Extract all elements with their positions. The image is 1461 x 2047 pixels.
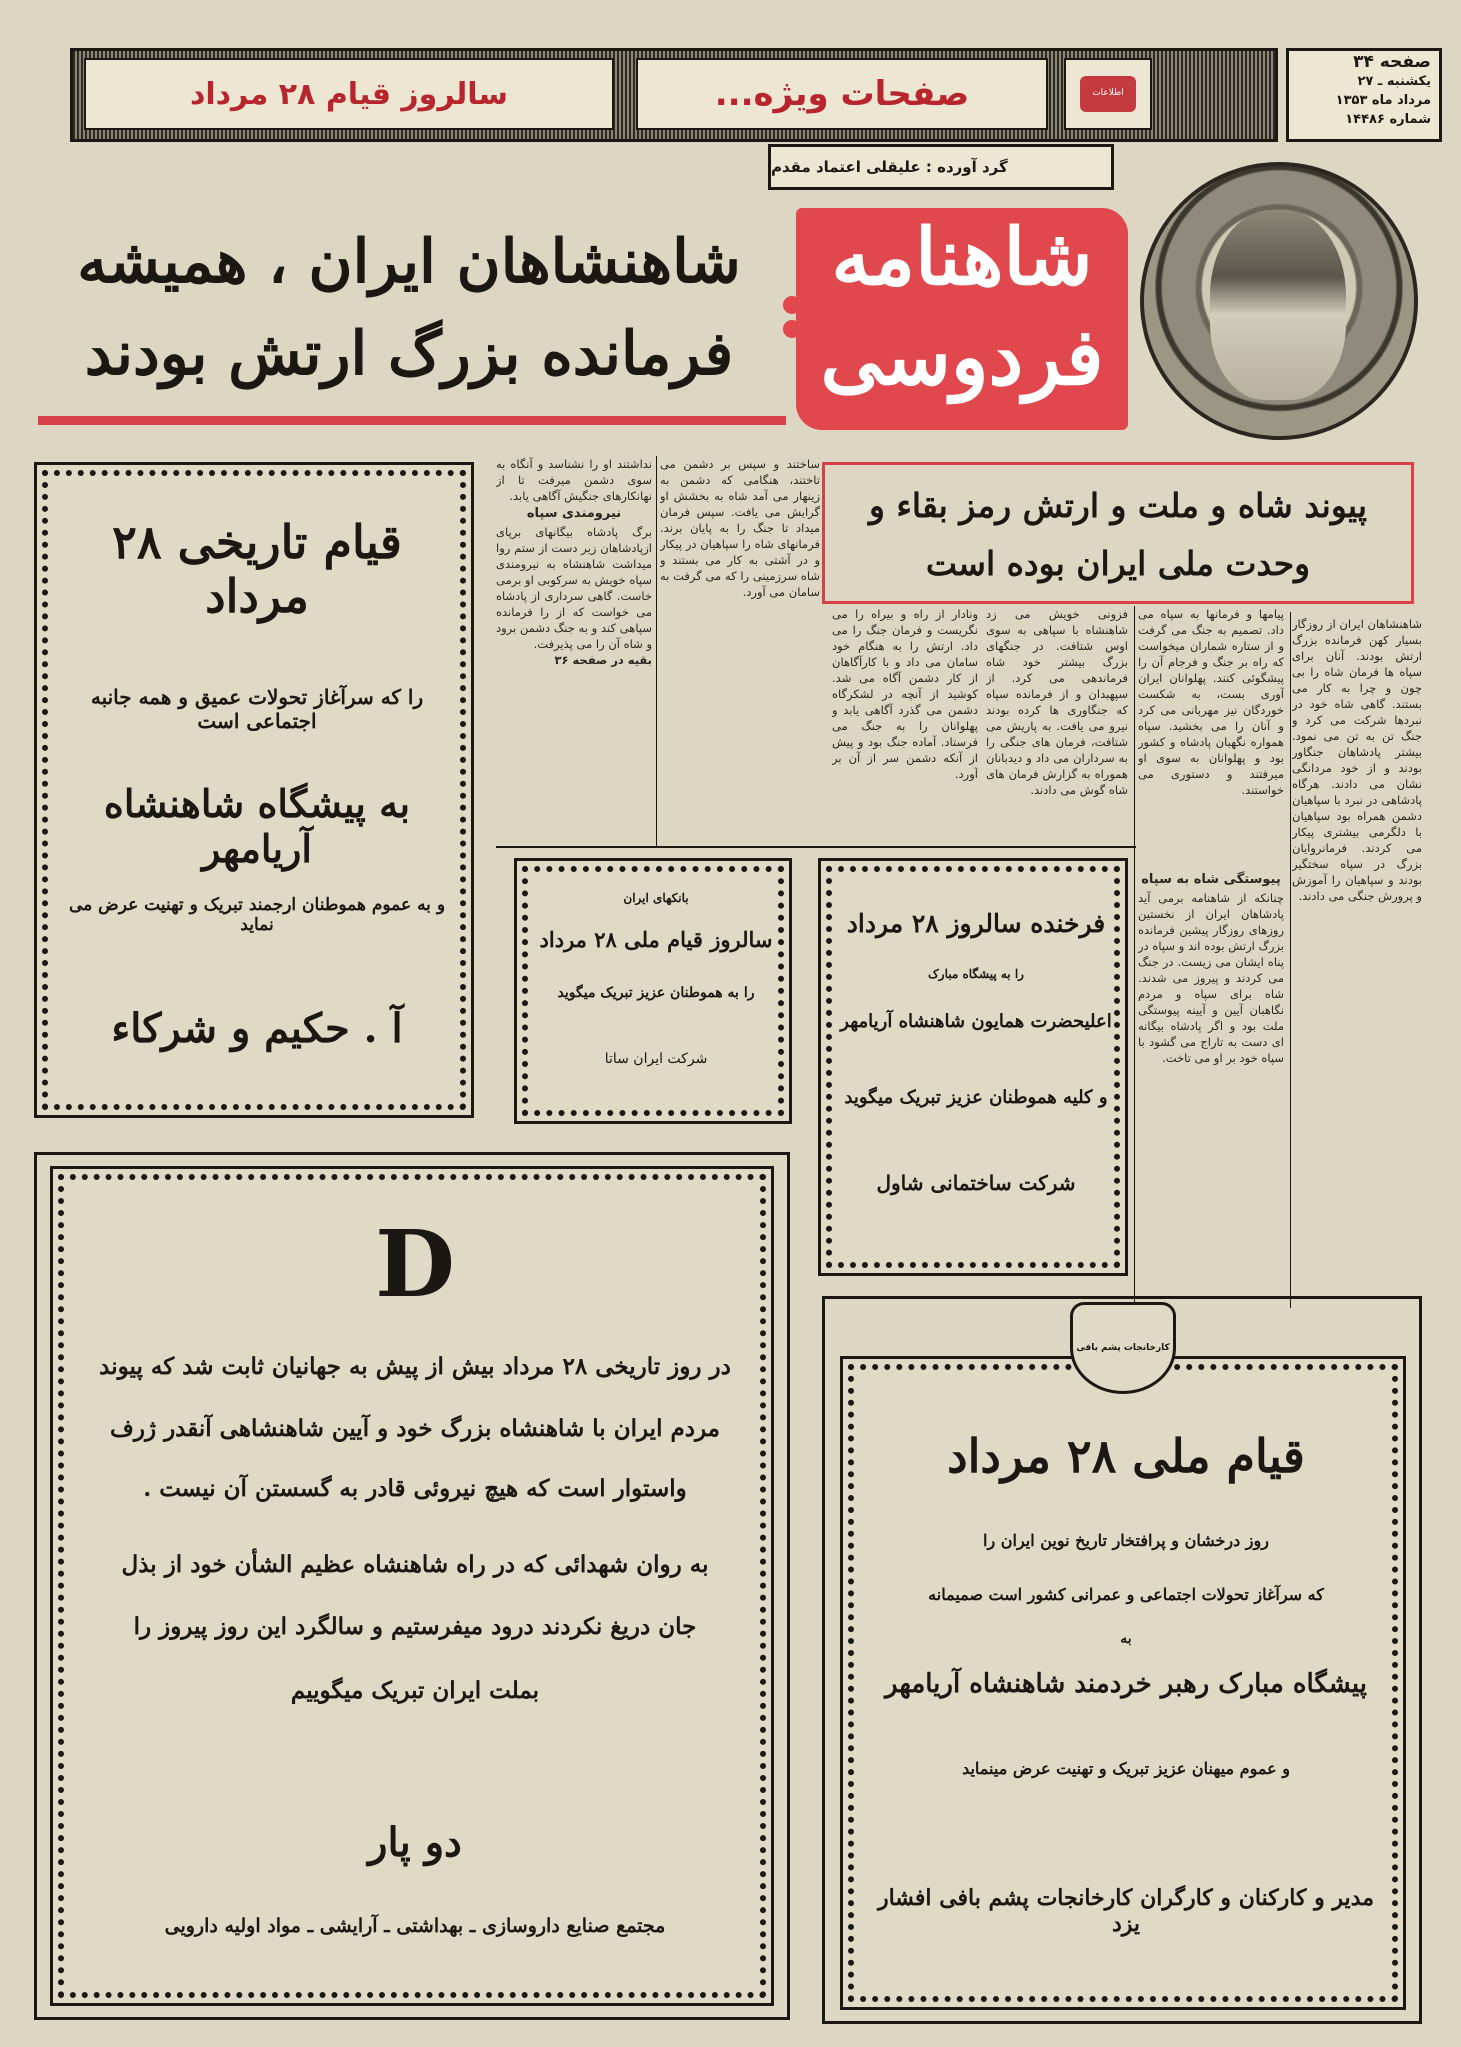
subheadline-line-1: پیوند شاه و ملت و ارتش رمز بقاء و xyxy=(868,486,1368,525)
ad-afshar-title: قیام ملی ۲۸ مرداد xyxy=(947,1429,1305,1483)
ad-dopar-line3: واستوار است که هیچ نیروئی قادر به گسستن آن نیست . xyxy=(143,1475,687,1502)
ad-shaul-line2: اعلیحضرت همایون شاهنشاه آریامهر xyxy=(840,1011,1112,1032)
ad-dopar-footer: مجتمع صنایع داروسازی ـ بهداشتی ـ آرایشی ـ مواد اولیه دارویی xyxy=(164,1915,666,1937)
column-divider xyxy=(656,456,657,846)
article-col2-text: پیامها و فرمانها به سپاه می داد. تصمیم به جنگ می گرفت و از ستاره شماران میخواست که راه بر جنگ و فرجام آن را پیشگوئی کنند. پهلوانان ایران آوری بست، به شکست خوردگان نیز مهربانی می کرد و آنان را می بخشید. سپاه همواره نگهبان پادشاه و کشور بود و پهلوانان به سوی او میرفتند و دستوری می خواستند. xyxy=(1138,607,1284,797)
continued-note: بقیه در صفحه ۳۶ xyxy=(554,653,652,667)
article-column-5 xyxy=(660,456,820,844)
issue-info xyxy=(1286,48,1442,142)
ferdowsi-face-icon xyxy=(1210,210,1346,400)
article-col6-body: برگ پادشاه بیگانهای برپای ازپادشاهان زیر دست از ستم روا میداشت شاهنشاه به نیرومندی سپاه خویش به سرکوبی او برمی خاست. گاهی سرداری از پادشاه می خواست که از را فرمانده سپاهی کند و به جنگ دشمن برود و شاه آن را می پذیرفت. xyxy=(496,525,652,651)
newspaper-logo xyxy=(1064,58,1152,130)
article-column-4 xyxy=(832,606,978,846)
shahnameh-title-box xyxy=(796,208,1128,430)
column-divider xyxy=(1134,606,1135,1308)
ad-sata-title: سالروز قیام ملی ۲۸ مرداد xyxy=(539,927,773,952)
ad-afshar xyxy=(840,1356,1406,2010)
ad-hakim-line3: و به عموم هموطنان ارجمند تبریک و تهنیت عرض می نماید xyxy=(68,895,446,935)
ad-afshar-line3: به xyxy=(1120,1631,1132,1647)
article-col5-text: ساختند و سپس بر دشمن می تاختند، هنگامی که دشمن به زینهار می آمد شاه به بخشش او گرایش می یافت. سپس فرمان میداد تا جنگ را به پایان برند. فرمانهای شاه را سپاهیان در پیکار و در آشتی به کار می بستند و شاه سرزمینی را که می گرفت به سامان می آورد. xyxy=(660,457,820,599)
ad-shaul-line3: و کلیه هموطنان عزیز تبریک میگوید xyxy=(844,1087,1108,1108)
article-col1-text: شاهنشاهان ایران از روزگار بسیار کهن فرمانده بزرگ ارتش بودند. آنان برای سپاه ها فرمان شاه را بی چون و چرا به کار می بستند. گاهی شاه خود در نبردها شرکت می کرد و جنگ تن به تن می نمود. بیشتر پادشاهان جنگاور بودند و از خود مردانگی نشان می دادند. هرگاه پادشاهی در نبرد با سپاهیان دشمن همراه بود سپاهیان با دلگرمی بیشتری پیکار می کردند. فرمانروایان بزرگ در سپاه سختگیر بودند و سپاهیان را آموزش و پرورش جنگی می دادند. xyxy=(1292,617,1422,903)
article-col3-text: فزونی خویش می زد شاهنشاه با سپاهی به سوی اوس شتافت. در جنگهای بزرگ بیشتر خود شاه فرماندهی می کرد. از سپهبدان و از فرمانده سپاه که جنگاوری ها کرده بودند نیرو می یافت. به پاریش می شتافت، فرمان های جنگی را به سرداران می داد و دیدبانان هموراه به گزارش فرمان های شاه گوش می دادند. xyxy=(986,607,1128,797)
article-col6-heading: نیرومندی سپاه xyxy=(526,506,622,521)
article-col6-top: نداشتند او را نشناسد و آنگاه به سوی دشمن میرفت تا از نهانکارهای جنگیش آگاهی یابد. xyxy=(496,457,652,503)
title-line-2: فردوسی xyxy=(820,312,1104,403)
compiler-credit: گرد آورده : علیقلی اعتماد مقدم xyxy=(768,144,1114,190)
afshar-badge-text: کارخانجات پشم بافی xyxy=(1076,1343,1170,1353)
ad-shaul-title: فرخنده سالروز ۲۸ مرداد xyxy=(846,909,1106,938)
ad-afshar-line1: روز درخشان و پرافتخار تاریخ نوین ایران را xyxy=(983,1531,1269,1550)
article-column-2 xyxy=(1138,606,1284,874)
ad-dopar-line1: در روز تاریخی ۲۸ مرداد بیش از پیش به جهانیان ثابت شد که پیوند xyxy=(99,1353,731,1380)
ad-shaul-signature: شرکت ساختمانی شاول xyxy=(876,1171,1076,1195)
main-headline xyxy=(30,216,788,416)
ad-hakim-line1: را که سرآغاز تحولات عمیق و همه جانبه اجتماعی است xyxy=(90,685,424,733)
article-column-6 xyxy=(496,456,652,838)
issue-month: مرداد ماه ۱۳۵۳ xyxy=(1335,93,1431,108)
ad-sata-line1: را به هموطنان عزیز تبریک میگوید xyxy=(557,985,755,1001)
side-article-heading: پیوستگی شاه به سپاه xyxy=(1141,872,1281,887)
ad-afshar-line2: که سرآغاز تحولات اجتماعی و عمرانی کشور است صمیمانه xyxy=(928,1585,1324,1604)
column-divider xyxy=(1290,612,1291,1308)
ad-hakim xyxy=(34,462,474,1118)
ad-dopar-line5: جان دریغ نکردند درود میفرستیم و سالگرد این روز پیروز را xyxy=(133,1613,697,1640)
section-rule xyxy=(496,846,1136,848)
ad-dopar-line6: بملت ایران تبریک میگوییم xyxy=(290,1677,540,1704)
ad-afshar-signature: مدیر و کارکنان و کارگران کارخانجات پشم بافی افشار یزد xyxy=(877,1885,1375,1937)
article-col4-text: ونادار از راه و بیراه را می نگریست و فرمان جنگ را می داد. ارتش را به هنگام خود سامان می داد و با کارآگاهان از کار دشمن آگاه می شد. کوشید از آنچه در لشکرگاه دشمن می گذرد آگاهی یابد و پهلوانان را به جنگ می فرستاد. آماده جنگ بود و پیش از آنکه دشمن سر از آن بر آورد. xyxy=(832,607,978,781)
issue-day: یکشنبه ـ ۲۷ xyxy=(1357,74,1431,89)
ad-sata-signature: شرکت ایران ساتا xyxy=(604,1051,708,1067)
anniversary-banner-title: سالروز قیام ۲۸ مرداد xyxy=(84,58,614,130)
ad-hakim-title: قیام تاریخی ۲۸ مرداد xyxy=(112,515,402,623)
side-article xyxy=(1138,870,1284,1306)
ad-iran-sata xyxy=(514,858,792,1124)
subheadline-box xyxy=(822,462,1414,604)
ad-shaul xyxy=(818,858,1128,1276)
ad-hakim-signature: آ . حکیم و شرکاء xyxy=(111,1005,403,1052)
headline-line-2: فرمانده بزرگ ارتش بودند xyxy=(84,319,734,389)
ad-afshar-line4: پیشگاه مبارک رهبر خردمند شاهنشاه آریامهر xyxy=(884,1669,1368,1699)
headline-underline xyxy=(38,416,786,425)
issue-number: شماره ۱۴۴۸۶ xyxy=(1345,112,1431,127)
ad-sata-top: بانکهای ایران xyxy=(623,891,689,905)
subheadline-line-2: وحدت ملی ایران بوده است xyxy=(925,544,1311,583)
ettelaat-logo-icon: اطلاعات xyxy=(1080,76,1136,112)
headline-line-1: شاهنشاهان ایران ، همیشه xyxy=(77,227,741,297)
ad-dopar-company: دو پار xyxy=(368,1819,462,1866)
ad-dopar-line4: به روان شهدائی که در راه شاهنشاه عظیم الشأن خود از بذل xyxy=(121,1551,709,1578)
ad-afshar-line5: و عموم میهنان عزیز تبریک و تهنیت عرض مینماید xyxy=(962,1759,1290,1778)
ad-dopar-line2: مردم ایران با شاهنشاه بزرگ خود و آیین شاهنشاهی آنقدر ژرف xyxy=(110,1415,720,1442)
article-column-1 xyxy=(1292,616,1422,1306)
dopar-logo-icon: D xyxy=(375,1210,455,1318)
side-article-body: چنانکه از شاهنامه برمی آید پادشاهان ایران از نخستین روزهای روزگار پیشین فرمانده بزرگ ارتش بوده اند و سپاه در پناه ایشان می زیست. در جنگ می کردند و پیروز می شدند. شاه برای سپاه و مردم نگاهبان آیین و آیینه پیوستگی ملت بود و اگر پادشاه بیگانه ای دست به تاراج می گشود با سپاه خود بر او می تاخت. xyxy=(1138,891,1284,1065)
title-line-1: شاهنامه xyxy=(831,212,1093,303)
ad-shaul-line1: را به پیشگاه مبارک xyxy=(928,967,1024,981)
afshar-badge-icon xyxy=(1070,1302,1176,1394)
ad-dopar xyxy=(50,1166,774,2006)
special-pages-label: صفحات ویژه... xyxy=(636,58,1048,130)
article-column-3 xyxy=(986,606,1128,846)
ad-hakim-line2: به پیشگاه شاهنشاه آریامهر xyxy=(103,781,411,871)
page-number: صفحه ۳۴ xyxy=(1353,52,1431,72)
